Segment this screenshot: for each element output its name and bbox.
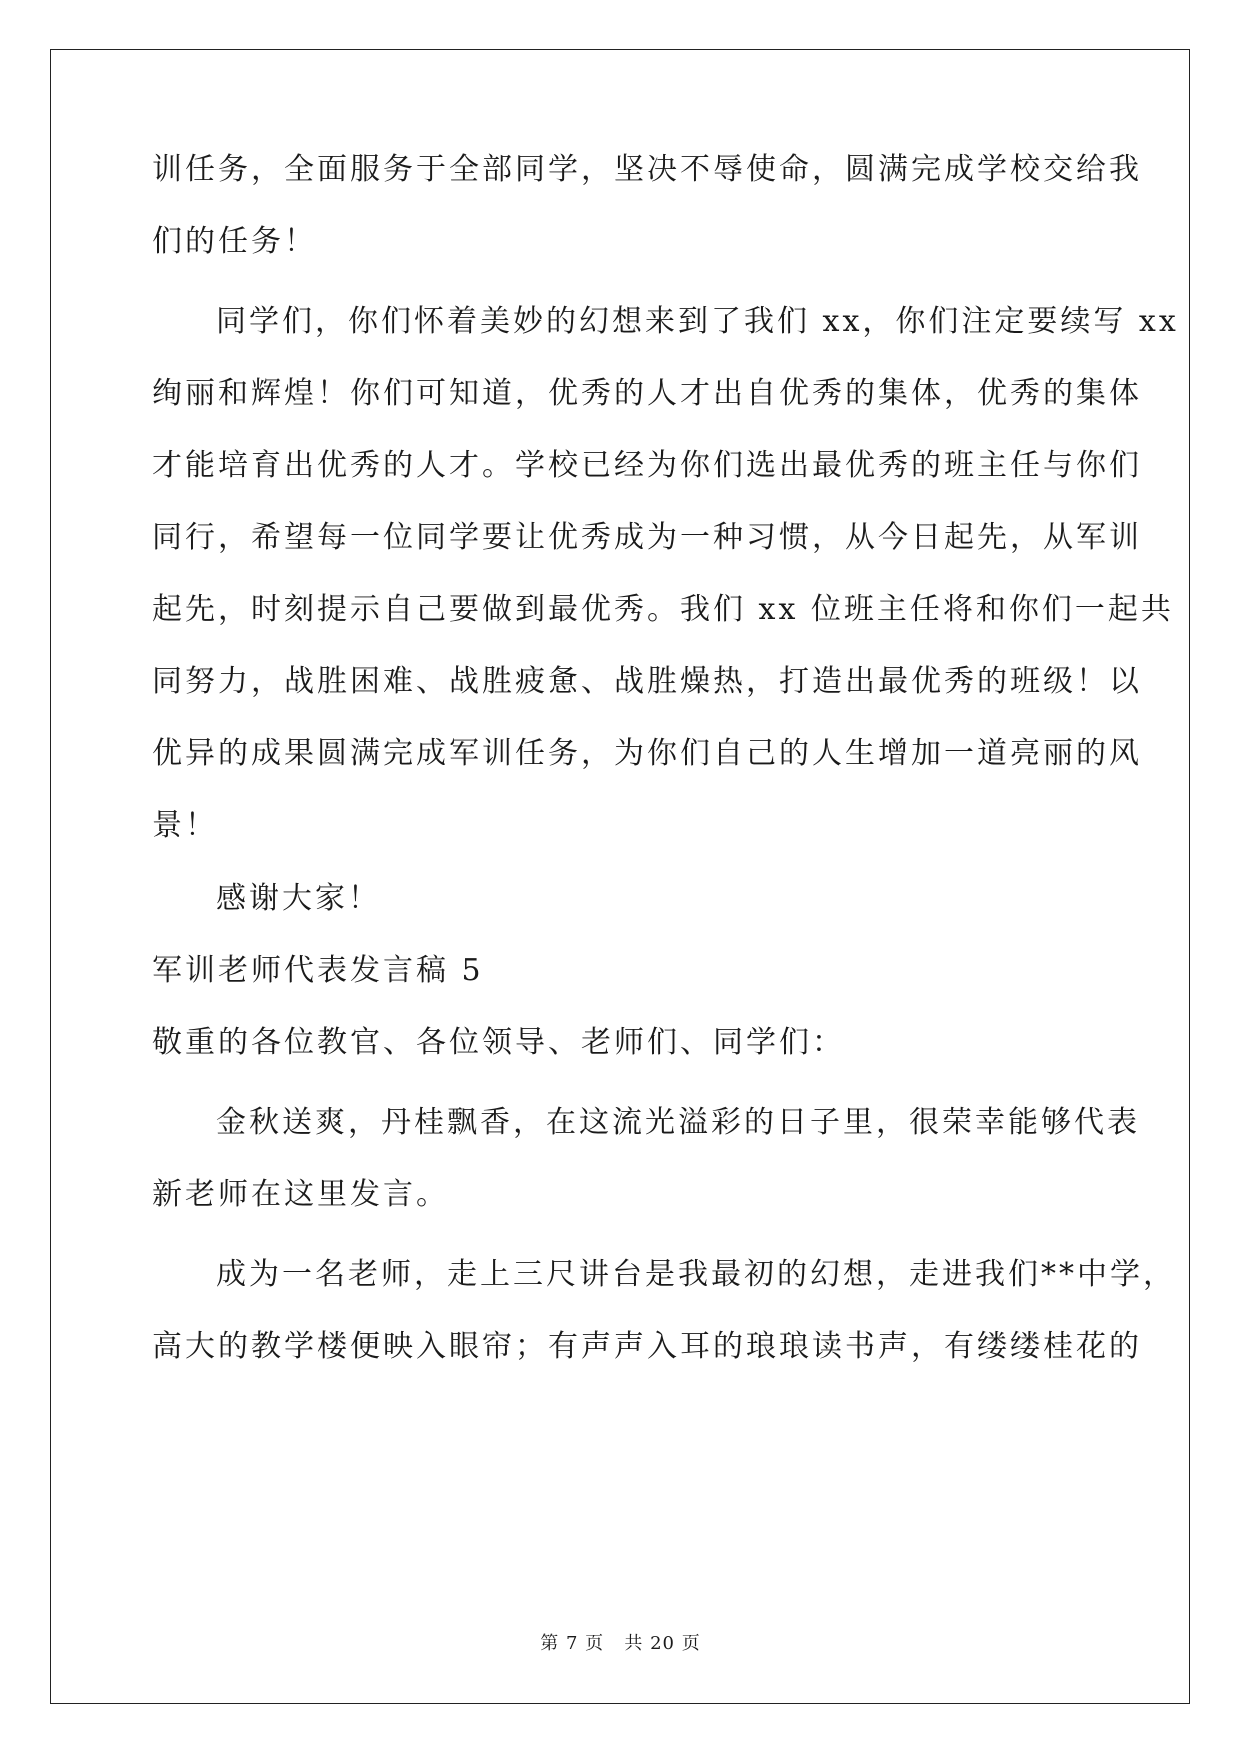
salutation: 敬重的各位教官、各位领导、老师们、同学们： <box>152 1025 845 1060</box>
text-line: 起先，时刻提示自己要做到最优秀。我们 xx 位班主任将和你们一起共 <box>152 592 1174 627</box>
text-line: 同努力，战胜困难、战胜疲惫、战胜燥热，打造出最优秀的班级！以 <box>152 664 1142 699</box>
paragraph-start: 金秋送爽，丹桂飘香，在这流光溢彩的日子里，很荣幸能够代表 <box>216 1105 1140 1140</box>
text-line: 新老师在这里发言。 <box>152 1177 449 1212</box>
paragraph-start: 成为一名老师，走上三尺讲台是我最初的幻想，走进我们**中学， <box>216 1257 1176 1292</box>
text-line: 高大的教学楼便映入眼帘；有声声入耳的琅琅读书声，有缕缕桂花的 <box>152 1329 1142 1364</box>
section-heading: 军训老师代表发言稿 5 <box>152 953 484 988</box>
paragraph-start: 同学们，你们怀着美妙的幻想来到了我们 xx，你们注定要续写 xx <box>216 304 1179 339</box>
text-line: 优异的成果圆满完成军训任务，为你们自己的人生增加一道亮丽的风 <box>152 736 1142 771</box>
text-line: 景！ <box>152 808 218 843</box>
closing-line: 感谢大家！ <box>216 881 381 916</box>
text-line: 训任务，全面服务于全部同学，坚决不辱使命，圆满完成学校交给我 <box>152 152 1142 187</box>
page-number: 第 7 页 共 20 页 <box>540 1633 701 1654</box>
text-line: 才能培育出优秀的人才。学校已经为你们选出最优秀的班主任与你们 <box>152 448 1142 483</box>
text-line: 绚丽和辉煌！你们可知道，优秀的人才出自优秀的集体，优秀的集体 <box>152 376 1142 411</box>
text-line: 们的任务！ <box>152 224 317 259</box>
text-line: 同行，希望每一位同学要让优秀成为一种习惯，从今日起先，从军训 <box>152 520 1142 555</box>
page-border <box>50 49 1190 1704</box>
